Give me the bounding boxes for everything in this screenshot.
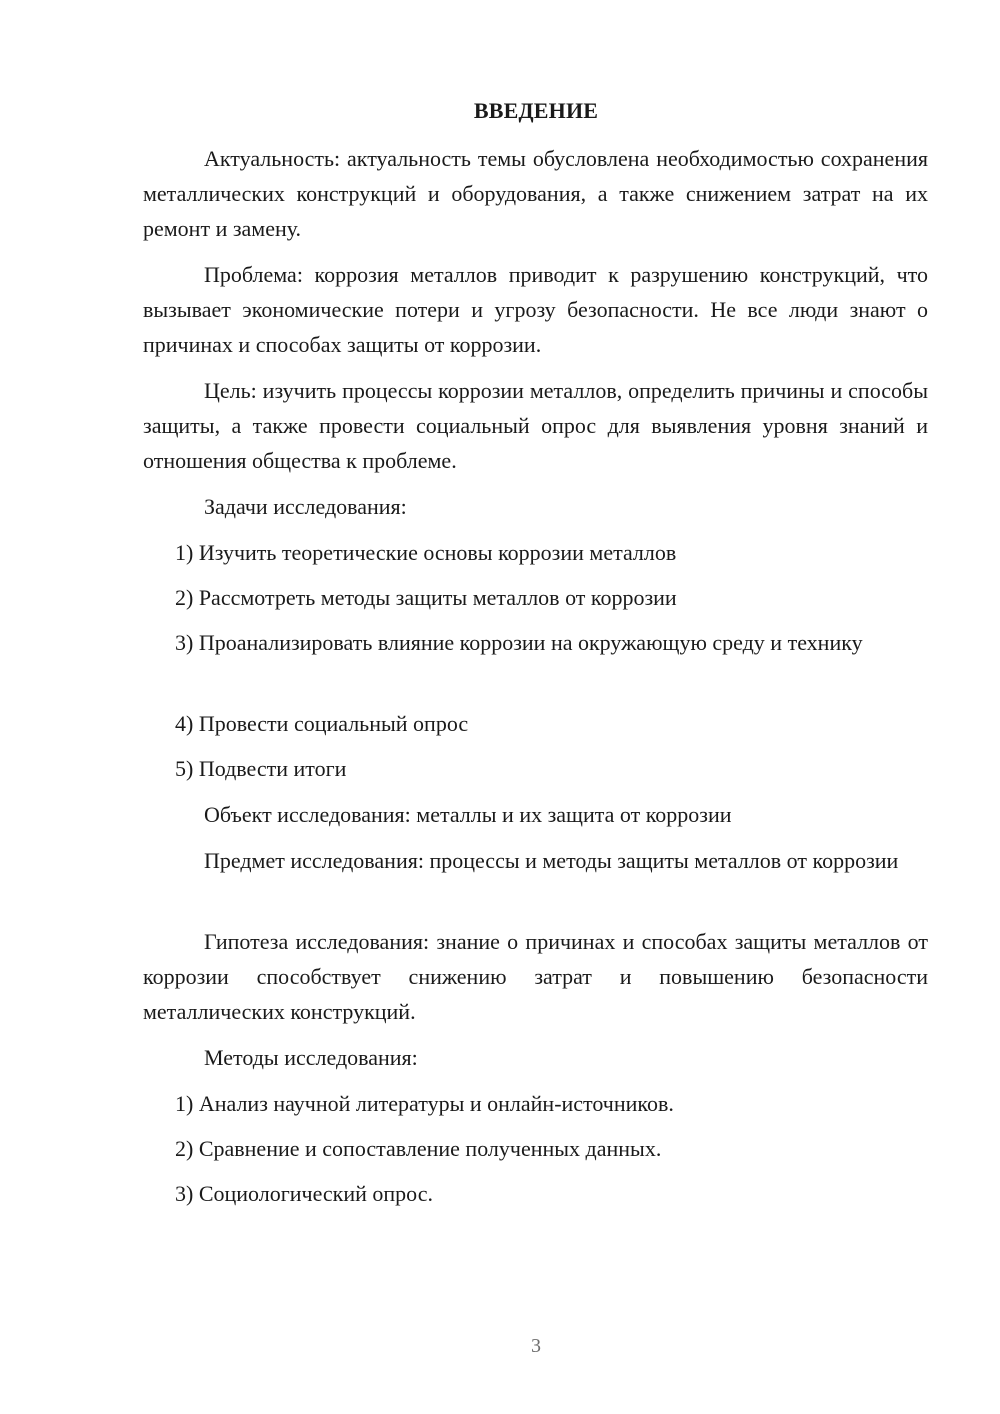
- method-item-3: 3) Социологический опрос.: [175, 1181, 433, 1206]
- task-item-5: 5) Подвести итоги: [175, 756, 347, 781]
- method-item-1: 1) Анализ научной литературы и онлайн-источников.: [175, 1091, 674, 1116]
- task-item-3: 3) Проанализировать влияние коррозии на окружающую среду и технику: [175, 630, 863, 655]
- task-item-2: 2) Рассмотреть методы защиты металлов от коррозии: [175, 585, 677, 610]
- page-number: 3: [531, 1335, 541, 1357]
- method-item-2: 2) Сравнение и сопоставление полученных данных.: [175, 1136, 662, 1161]
- relevance-paragraph: Актуальность: актуальность темы обусловлена необходимостью сохранения металлических конструкций и оборудования, а также снижением затрат на их ремонт и замену.: [143, 146, 928, 241]
- hypothesis-paragraph: Гипотеза исследования: знание о причинах и способах защиты металлов от коррозии способствует снижению затрат и повышению безопасности металлических конструкций.: [143, 929, 928, 1024]
- tasks-intro: Задачи исследования:: [204, 494, 407, 519]
- task-item-4: 4) Провести социальный опрос: [175, 711, 469, 736]
- object-paragraph: Объект исследования: металлы и их защита от коррозии: [204, 802, 732, 827]
- methods-intro: Методы исследования:: [204, 1045, 418, 1070]
- section-heading: ВВЕДЕНИЕ: [473, 98, 599, 123]
- task-item-1: 1) Изучить теоретические основы коррозии металлов: [175, 540, 677, 565]
- subject-paragraph: Предмет исследования: процессы и методы защиты металлов от коррозии: [204, 848, 899, 873]
- problem-paragraph: Проблема: коррозия металлов приводит к разрушению конструкций, что вызывает экономические потери и угрозу безопасности. Не все люди знают о причинах и способах защиты от коррозии.: [143, 262, 928, 357]
- goal-paragraph: Цель: изучить процессы коррозии металлов, определить причины и способы защиты, а также провести социальный опрос для выявления уровня знаний и отношения общества к проблеме.: [143, 378, 928, 473]
